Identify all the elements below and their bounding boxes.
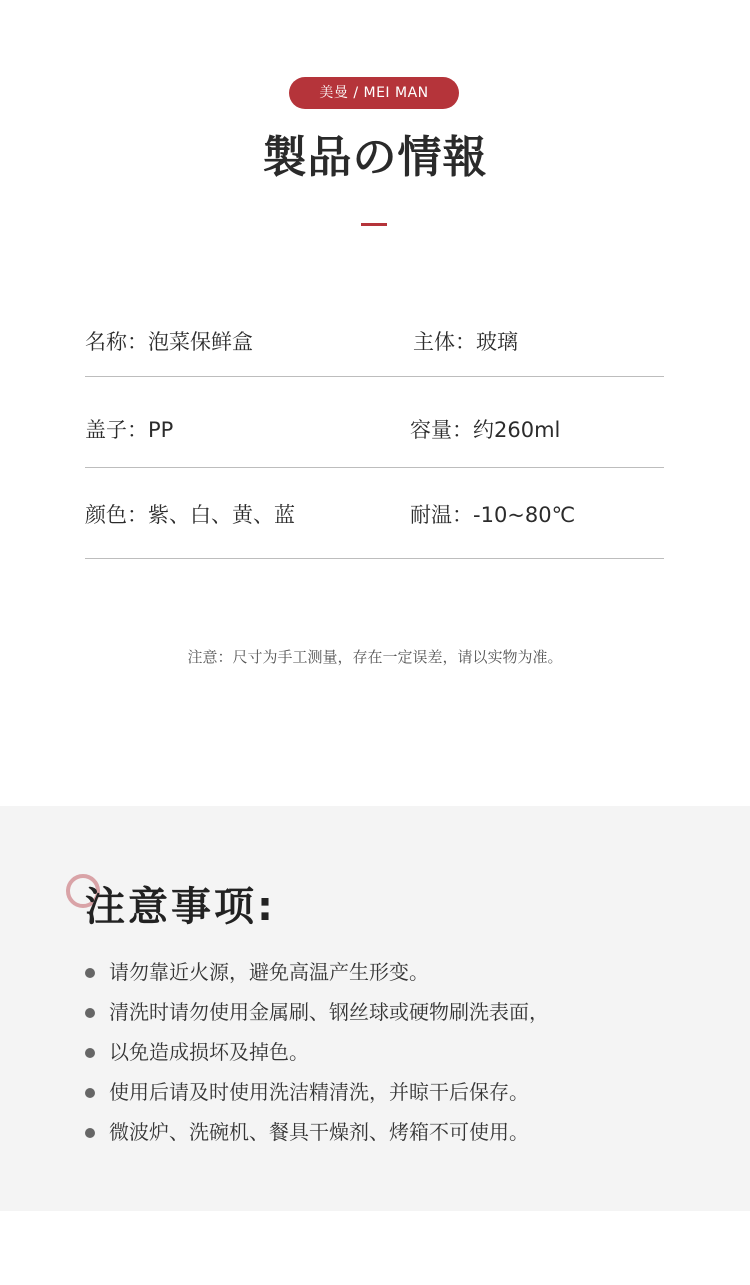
bullet-icon xyxy=(85,1008,95,1018)
list-item xyxy=(85,1112,705,1152)
brand-badge: 美曼 / MEI MAN xyxy=(289,77,459,109)
list-item-text: 以免造成损坏及掉色。 xyxy=(109,1040,309,1064)
list-item xyxy=(85,952,705,992)
spec-row xyxy=(85,468,664,559)
bullet-icon xyxy=(85,968,95,978)
list-item-text: 清洗时请勿使用金属刷、钢丝球或硬物刷洗表面， xyxy=(109,1000,549,1024)
title-underline xyxy=(361,223,387,226)
notice-title: 注意事项: xyxy=(85,884,276,930)
notice-list xyxy=(85,952,705,1152)
spec-capacity: 容量：约260ml xyxy=(410,418,561,442)
list-item-text: 请勿靠近火源，避免高温产生形变。 xyxy=(109,960,429,984)
spec-name: 名称：泡菜保鲜盒 xyxy=(85,330,253,354)
measurement-note: 注意：尺寸为手工测量，存在一定误差，请以实物为准。 xyxy=(187,648,563,666)
spec-row xyxy=(85,377,664,468)
spec-lid: 盖子：PP xyxy=(85,418,174,442)
bullet-icon xyxy=(85,1128,95,1138)
spec-temperature: 耐温：-10~80℃ xyxy=(410,503,576,527)
list-item-text: 微波炉、洗碗机、餐具干燥剂、烤箱不可使用。 xyxy=(109,1120,529,1144)
page-title: 製品の情報 xyxy=(262,132,488,183)
list-item xyxy=(85,1032,705,1072)
list-item-text: 使用后请及时使用洗洁精清洗，并晾干后保存。 xyxy=(109,1080,529,1104)
bottom-spacer xyxy=(0,1211,750,1285)
spec-colors: 颜色：紫、白、黄、蓝 xyxy=(85,503,295,527)
list-item xyxy=(85,992,705,1032)
spec-row xyxy=(85,296,664,377)
bullet-icon xyxy=(85,1048,95,1058)
list-item xyxy=(85,1072,705,1112)
bullet-icon xyxy=(85,1088,95,1098)
spec-material: 主体：玻璃 xyxy=(413,330,518,354)
